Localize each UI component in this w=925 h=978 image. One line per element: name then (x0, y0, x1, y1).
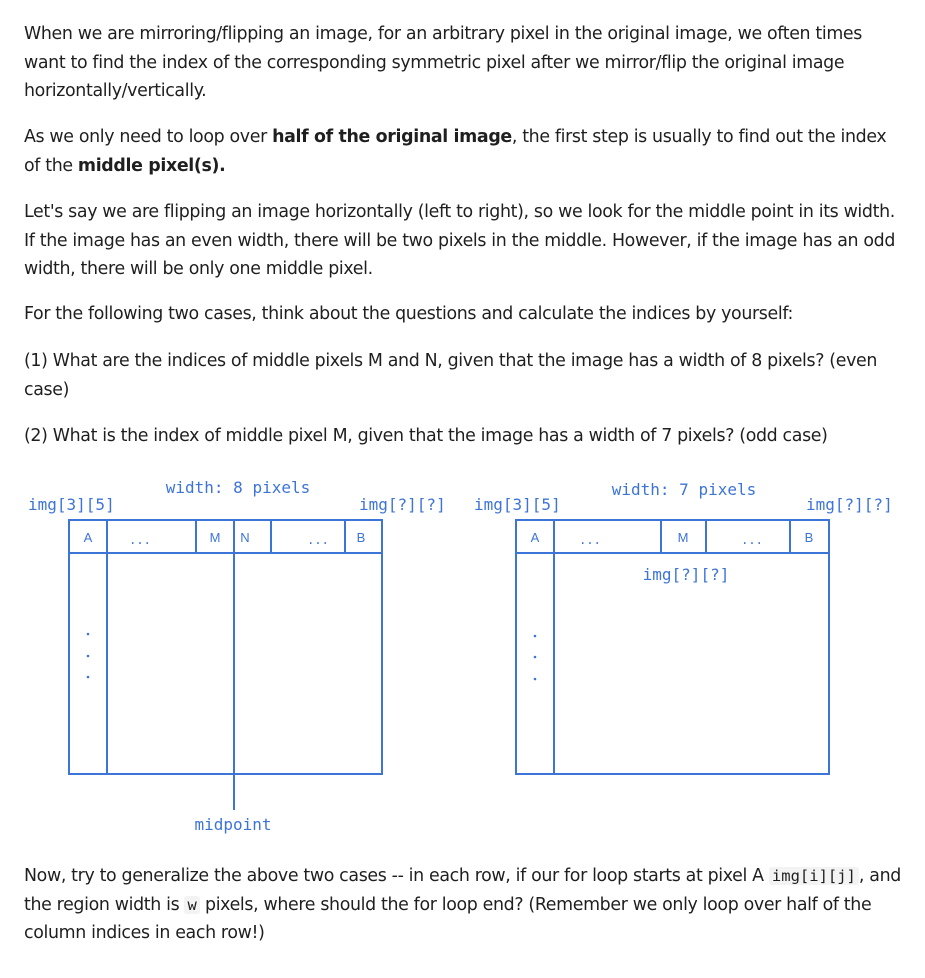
even-cell-m: M (209, 530, 221, 545)
p2-bold-half: half of the original image (272, 127, 512, 147)
even-start-index-label: img[3][5] (28, 495, 115, 514)
even-width-label: width: 8 pixels (165, 478, 311, 497)
p7-text-b: , and the region width is (24, 866, 901, 915)
inline-code-w: w (184, 896, 199, 914)
odd-dots-right: ... (741, 533, 763, 547)
even-cell-b: B (356, 530, 366, 545)
p2-text-a: As we only need to loop over (24, 127, 273, 147)
even-dots-right: ... (307, 533, 329, 547)
dot (87, 633, 90, 636)
odd-start-index-label: img[3][5] (474, 495, 561, 514)
p2-bold-middle: middle pixel(s). (77, 155, 226, 176)
midpoint-label: midpoint (194, 815, 272, 834)
dot (87, 676, 90, 679)
inline-code-img-ij: img[i][j] (769, 867, 859, 885)
odd-width-label: width: 7 pixels (611, 480, 757, 499)
even-end-index-label: img[?][?] (359, 495, 446, 514)
dot (534, 635, 537, 638)
cases-intro-paragraph: For the following two cases, think about the questions and calculate the indices by yourself: (24, 304, 793, 324)
flip-horizontal-paragraph: Let's say we are flipping an image horizontally (left to right), so we look for the middle point in its width. If the image has an even width, there will be two pixels in the middle. However, if the image has an odd width, there will be only one middle pixel. (24, 202, 896, 279)
dot (534, 678, 537, 681)
odd-image-frame (516, 520, 829, 774)
odd-vertical-dots (534, 635, 537, 681)
pixel-diagrams (0, 470, 925, 845)
question-1-paragraph: (1) What are the indices of middle pixels M and N, given that the image has a width of 8 pixels? (even case) (24, 351, 878, 400)
even-dots-left: ... (129, 533, 151, 547)
p7-text-a: Now, try to generalize the above two cases -- in each row, if our for loop starts at pixel A (24, 866, 769, 886)
even-cell-n: N (240, 530, 250, 545)
dot (87, 655, 90, 658)
p7-text-c: pixels, where should the for loop end? (Remember we only loop over half of the column indices in each row!) (24, 894, 872, 943)
question-2-paragraph: (2) What is the index of middle pixel M, given that the image has a width of 7 pixels? (odd case) (24, 426, 828, 446)
dot (534, 656, 537, 659)
even-vertical-dots (87, 633, 90, 679)
odd-cell-m: M (677, 530, 689, 545)
odd-cell-a: A (530, 530, 540, 545)
odd-width-diagram (516, 520, 829, 774)
odd-end-index-label: img[?][?] (806, 495, 893, 514)
odd-cell-b: B (804, 530, 814, 545)
even-width-diagram (69, 520, 382, 810)
half-image-paragraph (24, 123, 904, 180)
even-image-frame (69, 520, 382, 774)
even-cell-a: A (83, 530, 93, 545)
p2-text-c: , the first step is usually to find out the index of the (24, 127, 887, 176)
odd-dots-left: ... (579, 533, 601, 547)
intro-paragraph: When we are mirroring/flipping an image, for an arbitrary pixel in the original image, we often times want to find the index of the corresponding symmetric pixel after we mirror/flip the original image horizontally/vertically. (24, 24, 862, 101)
odd-middle-index-label: img[?][?] (642, 565, 730, 584)
generalize-paragraph (24, 862, 904, 948)
